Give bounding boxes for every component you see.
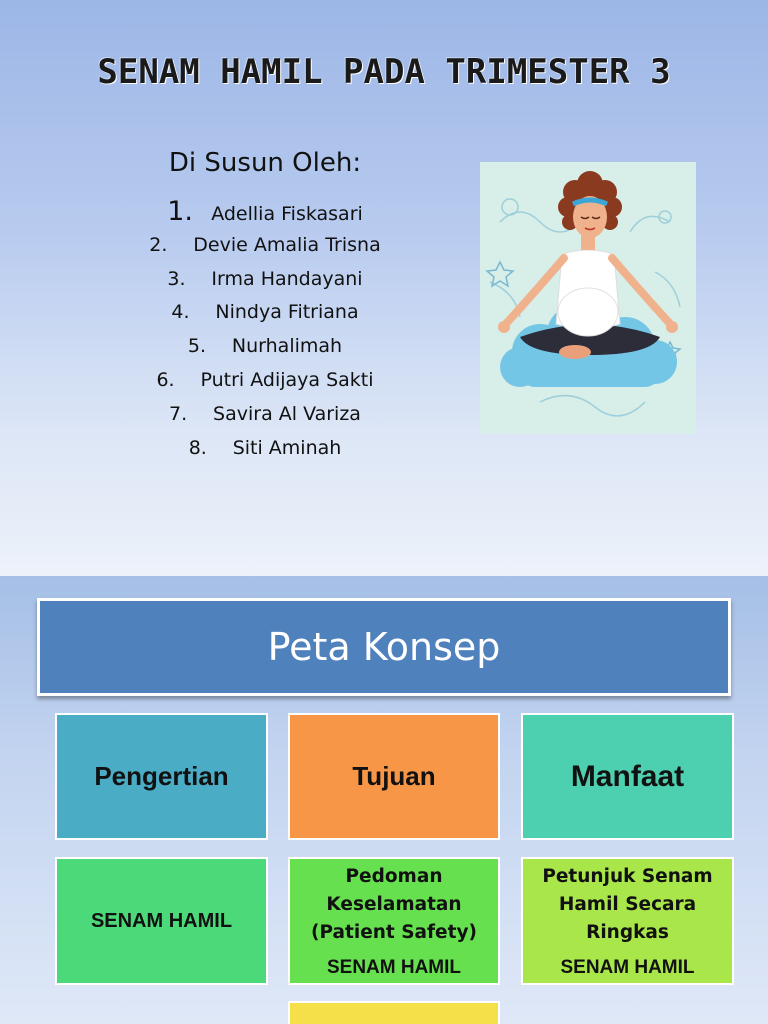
author-item	[0, 364, 530, 398]
petunjuk-subtitle: SENAM HAMIL	[560, 957, 695, 978]
author-number: 6.	[156, 368, 175, 391]
author-item	[0, 330, 530, 364]
slide-title: SENAM HAMIL PADA TRIMESTER 3	[97, 52, 671, 92]
pengertian-box[interactable]: Pengertian	[55, 713, 268, 840]
author-name: Putri Adijaya Sakti	[200, 368, 374, 391]
author-number: 1.	[167, 196, 193, 227]
author-number: 8.	[188, 436, 207, 459]
concept-map-slide	[0, 576, 768, 1024]
tujuan-box[interactable]: Tujuan	[288, 713, 500, 840]
author-item	[0, 432, 530, 466]
author-name: Savira Al Variza	[213, 402, 361, 425]
author-list	[0, 195, 530, 465]
yoga-illustration-svg	[480, 162, 696, 434]
author-item	[0, 195, 530, 229]
author-name: Siti Aminah	[232, 436, 342, 459]
pedoman-line: (Patient Safety)	[311, 922, 477, 943]
petunjuk-senam-box[interactable]	[521, 857, 734, 985]
author-name: Nindya Fitriana	[215, 301, 359, 324]
manfaat-box[interactable]: Manfaat	[521, 713, 734, 840]
petunjuk-line: Petunjuk Senam	[542, 866, 713, 887]
pedoman-keselamatan-box[interactable]	[288, 857, 500, 985]
author-name: Irma Handayani	[211, 267, 363, 290]
pedoman-subtitle: SENAM HAMIL	[326, 957, 462, 978]
author-name: Nurhalimah	[231, 335, 343, 358]
author-number: 2.	[149, 233, 168, 256]
byline: Di Susun Oleh:	[168, 148, 362, 178]
author-name: Adellia Fiskasari	[211, 203, 363, 225]
pregnant-woman-yoga-icon	[480, 162, 696, 434]
concept-map-banner: Peta Konsep	[37, 598, 731, 696]
senam-hamil-box[interactable]: SENAM HAMIL	[55, 857, 268, 985]
author-number: 5.	[187, 335, 207, 358]
author-number: 3.	[167, 267, 186, 290]
petunjuk-line: Ringkas	[586, 922, 669, 943]
author-item	[0, 296, 530, 330]
author-item	[0, 263, 530, 297]
pedoman-line: Keselamatan	[326, 894, 462, 915]
pedoman-line: Pedoman	[345, 866, 443, 887]
partial-yellow-box[interactable]	[288, 1001, 500, 1024]
petunjuk-line: Hamil Secara	[558, 894, 697, 915]
author-item	[0, 229, 530, 263]
author-number: 7.	[169, 402, 188, 425]
author-item	[0, 398, 530, 432]
author-name: Devie Amalia Trisna	[193, 233, 381, 256]
author-number: 4.	[171, 301, 190, 324]
